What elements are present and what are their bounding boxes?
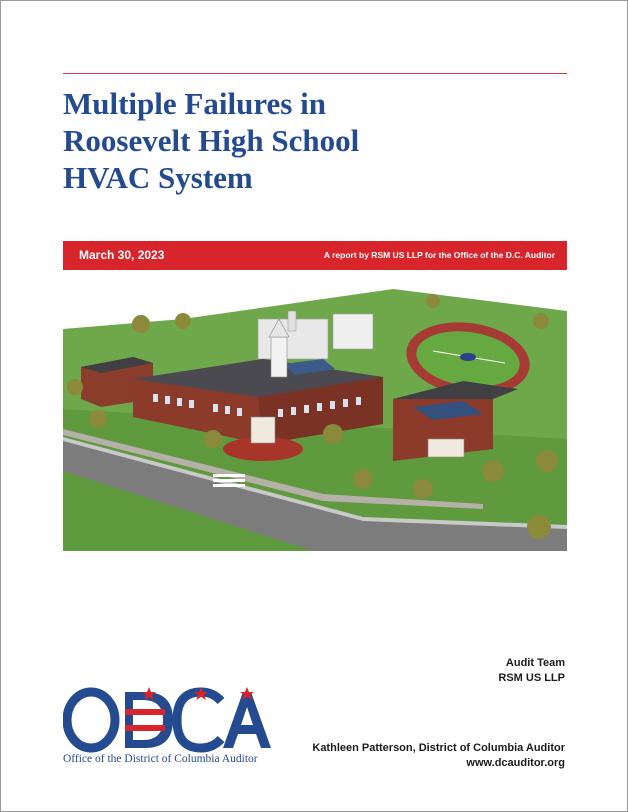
report-date: March 30, 2023 [79,248,165,262]
school-rendering-image [63,289,567,551]
report-title-line-2: Roosevelt High School [63,123,360,158]
auditor-block [312,741,565,771]
audit-team-block [498,656,565,686]
school-building-rendering-icon [63,289,567,551]
report-title-line-3: HVAC System [63,160,253,195]
logo-caption: Office of the District of Columbia Auditor [63,753,258,765]
auditor-website-link[interactable]: www.dcauditor.org [466,757,565,769]
top-divider-rule [63,73,567,74]
audit-team-heading: Audit Team [505,657,565,669]
odca-logo-icon [63,687,273,753]
report-title-line-1: Multiple Failures in [63,86,326,121]
report-tagline: A report by RSM US LLP for the Office of the D.C. Auditor [323,250,555,260]
date-banner [63,241,567,270]
auditor-name: Kathleen Patterson, District of Columbia Auditor [312,742,565,754]
report-title [63,85,523,196]
audit-team-firm: RSM US LLP [498,672,565,684]
